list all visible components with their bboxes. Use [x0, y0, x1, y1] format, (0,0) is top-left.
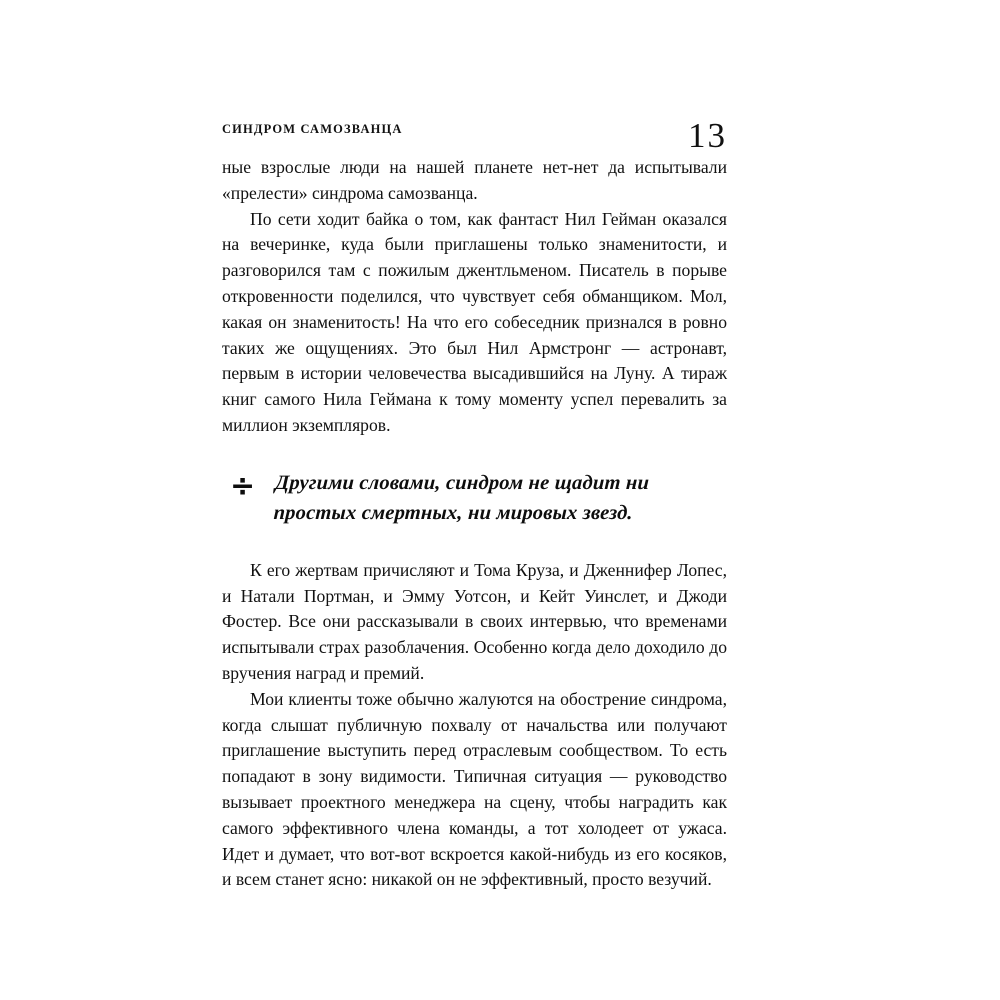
page-number: 13 — [688, 116, 727, 155]
paragraph: К его жертвам причисляют и Тома Круза, и Дженнифер Лопес, и Натали Портман, и Эмму Уотсон, и Кейт Уинслет, и Джоди Фостер. Все они рассказывали в своих интервью, что временами испытывали страх разоблачения. Особенно когда дело доходило до вручения наград и премий. — [222, 559, 727, 683]
callout-block — [222, 468, 727, 528]
text-column — [222, 155, 727, 893]
running-head — [222, 104, 727, 155]
division-sign-ornament-icon: ÷ — [230, 468, 256, 504]
paragraph: ные взрослые люди на нашей планете нет-нет да испытывали «прелести» синдрома самозванца. — [222, 157, 727, 203]
paragraph: Мои клиенты тоже обычно жалуются на обострение синдрома, когда слышат публичную похвалу от начальства или получают приглашение выступить перед отраслевым сообществом. То есть попадают в зону видимости. Типичная ситуация — руководство вызывает проектного менеджера на сцену, чтобы наградить как самого эффективного члена команды, а тот холодеет от ужаса. Идет и думает, что вот-вот вскроется какой-нибудь из его косяков, и всем станет ясно: никакой он не эффективный, просто везучий. — [222, 688, 727, 890]
running-head-title: СИНДРОМ САМОЗВАНЦА — [222, 122, 403, 136]
paragraph: По сети ходит байка о том, как фантаст Нил Гейман оказался на вечеринке, куда были приглашены только знаменитости, и разговорился там с пожилым джентльменом. Писатель в порыве откровенности поделился, что чувствует себя обманщиком. Мол, какая он знаменитость! На что его собеседник признался в ровно таких же ощущениях. Это был Нил Армстронг — астронавт, первым в истории человечества высадившийся на Луну. А тираж книг самого Нила Геймана к тому моменту успел перевалить за миллион экземпляров. — [222, 208, 727, 435]
callout-text: Другими словами, синдром не щадит ни простых смертных, ни мировых звезд. — [273, 471, 650, 524]
